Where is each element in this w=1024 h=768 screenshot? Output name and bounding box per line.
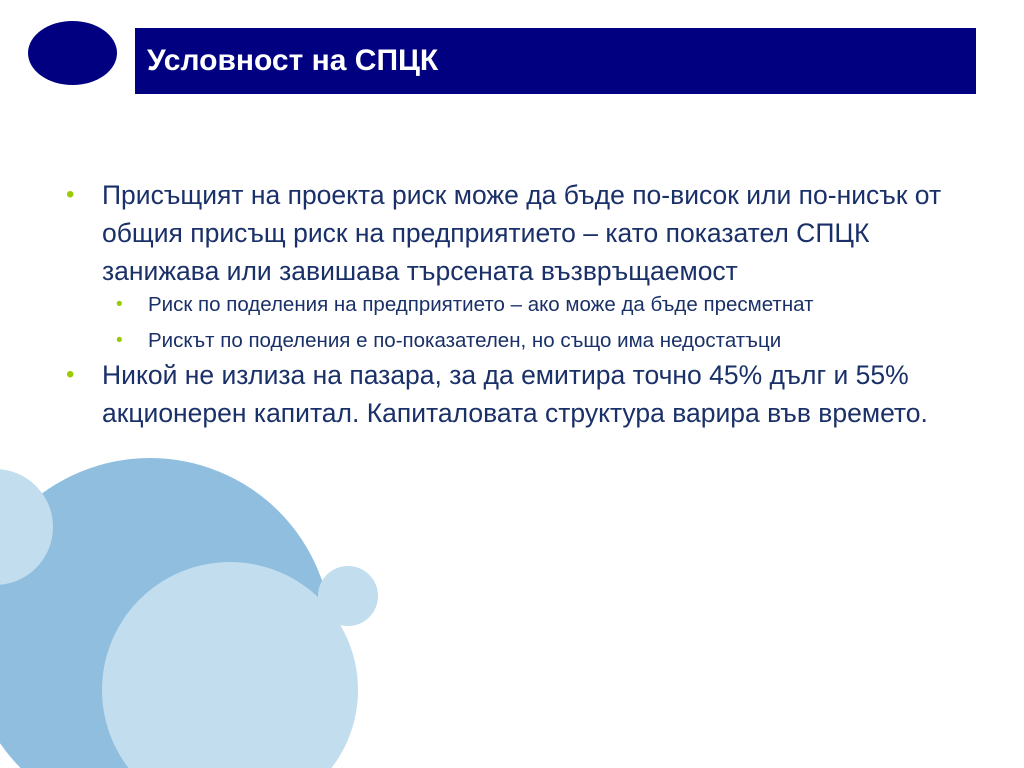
sub-bullet-text: Рискът по поделения е по-показателен, но също има недостатъци [148, 329, 782, 352]
title-bar [135, 28, 976, 94]
bullet-dot: • [66, 361, 75, 388]
bg-circle-small [318, 566, 378, 626]
logo-oval [28, 21, 117, 85]
bullet-dot: • [116, 330, 123, 351]
bullet-dot: • [116, 294, 123, 315]
bullet-item [60, 356, 960, 432]
bullet-dot: • [66, 181, 75, 208]
sub-bullet-item [60, 326, 960, 356]
slide-content [60, 176, 960, 432]
bullet-text: Никой не излиза на пазара, за да емитира точно 45% дълг и 55% акционерен капитал. Капиталовата структура варира във времето. [102, 360, 928, 428]
slide-title: Условност на СПЦК [147, 44, 439, 77]
bullet-item [60, 176, 960, 290]
bullet-text: Присъщият на проекта риск може да бъде по-висок или по-нисък от общия присъщ риск на предприятието – като показател СПЦК занижава или завишава търсената възвръщаемост [102, 180, 942, 286]
sub-bullet-item [60, 290, 960, 320]
sub-bullet-text: Риск по поделения на предприятието – ако може да бъде пресметнат [148, 293, 814, 316]
